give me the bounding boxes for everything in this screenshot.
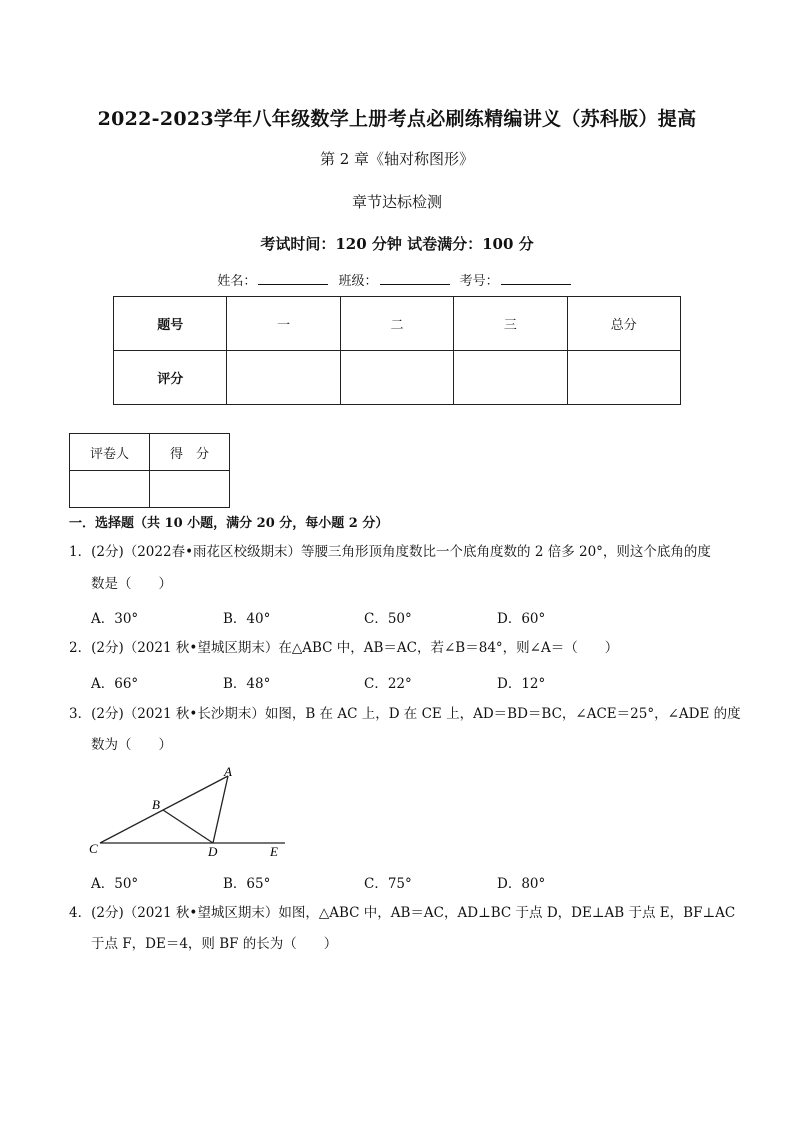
grader-score-cell[interactable] bbox=[150, 471, 230, 508]
score-cell[interactable] bbox=[567, 351, 680, 405]
score-table-score-row bbox=[114, 351, 681, 405]
name-blank[interactable] bbox=[258, 272, 328, 285]
score-header-cell: 题号 bbox=[114, 297, 227, 351]
grader-cell[interactable] bbox=[70, 471, 150, 508]
question-3-line1: 3．(2分)（2021 秋•长沙期末）如图，B 在 AC 上，D 在 CE 上，AD＝BD＝BC，∠ACE＝25°，∠ADE 的度 bbox=[69, 706, 741, 722]
label-a: A bbox=[224, 764, 232, 779]
exam-no-blank[interactable] bbox=[501, 272, 571, 285]
grader-score-label: 得 分 bbox=[150, 434, 230, 471]
score-header-cell: 二 bbox=[340, 297, 453, 351]
question-1-line1: 1．(2分)（2022春•雨花区校级期末）等腰三角形顶角度数比一个底角度数的 2 倍多 20°，则这个底角的度 bbox=[69, 544, 711, 560]
question-1-line2: 数是（ ） bbox=[91, 576, 172, 592]
question-3-line2: 数为（ ） bbox=[91, 737, 172, 753]
score-table bbox=[113, 296, 681, 405]
question-3-option-a[interactable]: A．50° bbox=[91, 876, 139, 892]
question-4-line1: 4．(2分)（2021 秋•望城区期末）如图，△ABC 中，AB＝AC，AD⊥BC 于点 D，DE⊥AB 于点 E，BF⊥AC bbox=[69, 905, 736, 921]
question-4-line2: 于点 F，DE＝4，则 BF 的长为（ ） bbox=[91, 936, 338, 952]
part1-heading: 一．选择题（共 10 小题，满分 20 分，每小题 2 分） bbox=[69, 516, 389, 531]
question-1-option-c[interactable]: C．50° bbox=[364, 611, 412, 627]
score-cell[interactable] bbox=[454, 351, 567, 405]
question-2-option-c[interactable]: C．22° bbox=[364, 676, 412, 692]
question-1-option-a[interactable]: A．30° bbox=[91, 611, 139, 627]
score-header-cell: 总分 bbox=[567, 297, 680, 351]
class-label: 班级： bbox=[338, 274, 378, 289]
line-ca bbox=[100, 776, 228, 843]
question-2-option-b[interactable]: B．48° bbox=[223, 676, 271, 692]
score-cell[interactable] bbox=[227, 351, 340, 405]
question-3-option-b[interactable]: B．65° bbox=[223, 876, 271, 892]
score-header-cell: 三 bbox=[454, 297, 567, 351]
grader-label: 评卷人 bbox=[70, 434, 150, 471]
question-3-option-d[interactable]: D．80° bbox=[497, 876, 546, 892]
document-title: 2022-2023学年八年级数学上册考点必刷练精编讲义（苏科版）提高 bbox=[97, 108, 697, 130]
name-label: 姓名： bbox=[217, 274, 257, 289]
geometry-figure bbox=[85, 762, 295, 862]
question-1-option-b[interactable]: B．40° bbox=[223, 611, 271, 627]
question-2-line1: 2．(2分)（2021 秋•望城区期末）在△ABC 中，AB＝AC，若∠B＝84°，则∠A＝（ ） bbox=[69, 640, 619, 656]
question-2-option-a[interactable]: A．66° bbox=[91, 676, 139, 692]
line-bd bbox=[163, 810, 213, 843]
class-blank[interactable] bbox=[380, 272, 450, 285]
line-ad bbox=[213, 776, 228, 843]
label-e: E bbox=[270, 844, 278, 859]
label-c: C bbox=[89, 841, 98, 856]
question-2-option-d[interactable]: D．12° bbox=[497, 676, 546, 692]
exam-info: 考试时间：120 分钟 试卷满分：100 分 bbox=[260, 235, 534, 253]
question-3-option-c[interactable]: C．75° bbox=[364, 876, 412, 892]
score-header-cell: 一 bbox=[227, 297, 340, 351]
section-title: 章节达标检测 bbox=[351, 193, 442, 211]
label-b: B bbox=[152, 797, 160, 812]
label-d: D bbox=[208, 844, 218, 859]
score-table-header-row bbox=[114, 297, 681, 351]
student-fields bbox=[0, 270, 794, 289]
grader-table bbox=[69, 433, 230, 508]
score-row-label: 评分 bbox=[114, 351, 227, 405]
chapter-title: 第 2 章《轴对称图形》 bbox=[319, 150, 475, 168]
exam-no-label: 考号： bbox=[459, 274, 499, 289]
score-cell[interactable] bbox=[340, 351, 453, 405]
question-1-option-d[interactable]: D．60° bbox=[497, 611, 546, 627]
